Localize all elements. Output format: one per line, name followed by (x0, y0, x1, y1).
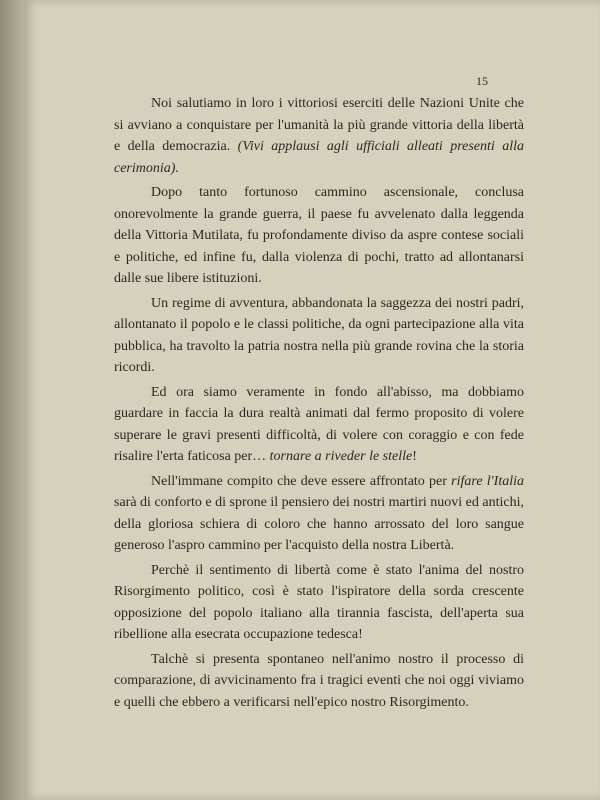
book-gutter (0, 0, 24, 800)
page-number: 15 (476, 74, 488, 88)
text-run: Noi salutiamo in loro i vittoriosi eserciti delle Nazioni Unite che si avviano a conquistare per l'umanità la più grande vittoria della libertà e della democrazia. (114, 96, 524, 154)
text-run: sarà di conforto e di sprone il pensiero dei nostri martiri nuovi ed antichi, della gloriosa schiera di coloro che hanno arrossato del loro sangue generoso l'aspro cammino per l'acquisto della nostra Libertà. (114, 495, 524, 553)
italic-run: rifare l'Italia (451, 473, 524, 489)
text-run: ! (412, 449, 417, 464)
paragraph (114, 382, 524, 468)
body-text (114, 93, 524, 716)
paragraph (114, 93, 524, 179)
paragraph (114, 560, 524, 646)
paragraph (114, 293, 524, 379)
paragraph (114, 649, 524, 714)
italic-run: (Vivi applausi agli ufficiali alleati presenti alla cerimonia). (114, 139, 524, 176)
text-run: Ed ora siamo veramente in fondo all'abisso, ma dobbiamo guardare in faccia la dura realtà animati dal fermo proposito di volere superare le gravi presenti difficoltà, di volere con coraggio e con fede risalire l'erta faticosa per… (114, 384, 524, 464)
paragraph (114, 471, 524, 557)
text-run: Un regime di avventura, abbandonata la saggezza dei nostri padri, allontanato il popolo e le classi politiche, da ogni partecipazione alla vita pubblica, ha travolto la patria nostra nella più grande rovina che la storia ricordi. (114, 295, 524, 375)
text-run: Talchè si presenta spontaneo nell'animo nostro il processo di comparazione, di avvicinamento fra i tragici eventi che noi oggi viviamo e quelli che ebbero a verificarsi nell'epico nostro Risorgimento. (114, 651, 524, 710)
italic-run: tornare a riveder le stelle (269, 449, 413, 464)
text-run: Perchè il sentimento di libertà come è stato l'anima del nostro Risorgimento politico, così è stato l'ispiratore della sorda crescente opposizione del popolo italiano alla tirannia fascista, dell'aperta sua ribellione alla esecrata occupazione tedesca! (114, 562, 524, 642)
paragraph (114, 182, 524, 290)
book-page (24, 0, 600, 800)
text-run: Nell'immane compito che deve essere affrontato per (151, 473, 452, 489)
text-run: Dopo tanto fortunoso cammino ascensionale, conclusa onorevolmente la grande guerra, il paese fu avvelenato dalla leggenda della Vittoria Mutilata, fu profondamente diviso da aspre contese sociali e politiche, ed infine fu, dalla violenza di pochi, tratto ad allontanarsi dalle sue libere istituzioni. (114, 185, 524, 286)
